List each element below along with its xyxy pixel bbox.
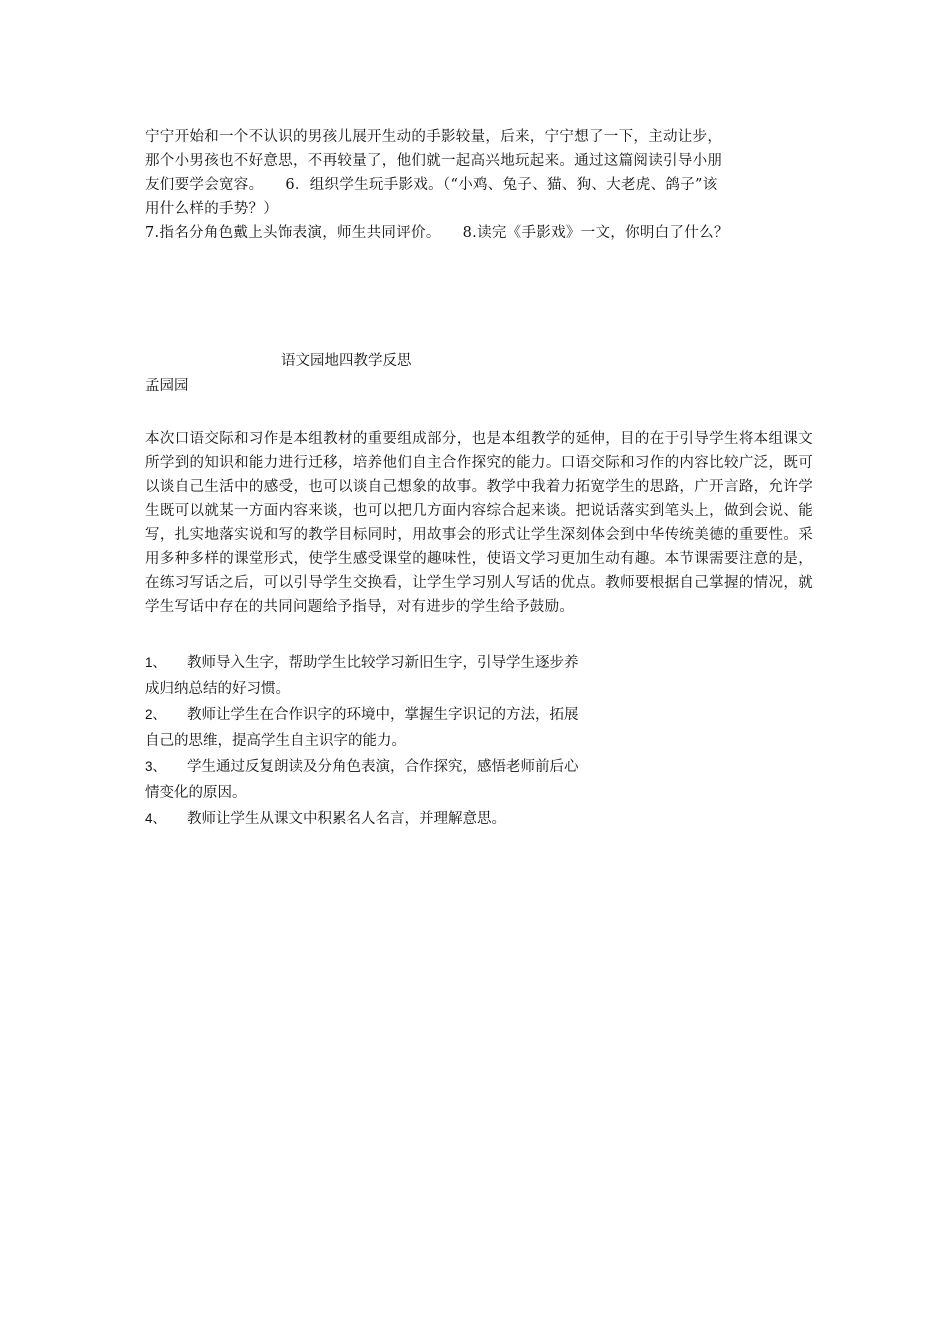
list-item-text: 教师让学生在合作识字的环境中，掌握生字识记的方法，拓展 <box>187 707 579 723</box>
intro-step-6: 6．组织学生玩手影戏。（“小鸡、兔子、猫、狗、大老虎、鸽子”该 <box>285 177 718 193</box>
list-item-number: 4、 <box>145 811 167 826</box>
list-item-number: 1、 <box>145 655 167 670</box>
reflection-paragraph <box>145 427 813 619</box>
intro-step-8: 8.读完《手影戏》一文，你明白了什么？ <box>462 225 729 241</box>
intro-segment: 友们要学会宽容。 <box>145 177 264 193</box>
intro-line <box>145 173 813 197</box>
intro-line: 宁宁开始和一个不认识的男孩儿展开生动的手影较量，后来，宁宁想了一下，主动让步， <box>145 129 723 145</box>
reflection-title: 语文园地四教学反思 <box>281 353 412 369</box>
list-item-continuation: 自己的思维，提高学生自主识字的能力。 <box>145 732 406 749</box>
list-item-number: 2、 <box>145 707 167 722</box>
intro-step-7: 7.指名分角色戴上头饰表演，师生共同评价。 <box>145 225 441 241</box>
list-item-number: 3、 <box>145 759 167 774</box>
intro-line: 那个小男孩也不好意思，不再较量了，他们就一起高兴地玩起来。通过这篇阅读引导小朋 <box>145 153 723 169</box>
reflection-author: 孟园园 <box>145 378 189 394</box>
list-item-text: 学生通过反复朗读及分角色表演，合作探究，感悟老师前后心 <box>187 759 579 775</box>
list-item-text: 教师导入生字，帮助学生比较学习新旧生字，引导学生逐步养 <box>187 655 579 671</box>
intro-line: 用什么样的手势？） <box>145 201 279 217</box>
list-item-text: 教师让学生从课文中积累名人名言，并理解意思。 <box>187 811 506 827</box>
list-item <box>145 754 665 806</box>
intro-line <box>145 221 813 245</box>
list-item-continuation: 情变化的原因。 <box>145 784 247 801</box>
reflection-list <box>145 650 665 833</box>
intro-text <box>145 125 813 245</box>
list-item <box>145 702 665 754</box>
reflection-body: 本次口语交际和习作是本组教材的重要组成部分，也是本组教学的延伸，目的在于引导学生将本组课文所学到的知识和能力进行迁移，培养他们自主合作探究的能力。口语交际和习作的内容比较广泛，既可以谈自己生活中的感受，也可以谈自己想象的故事。教学中我着力拓宽学生的思路，广开言路，允许学生既可以就某一方面内容来谈，也可以把几方面内容综合起来谈。把说话落实到笔头上，做到会说、能写，扎实地落实说和写的教学目标同时，用故事会的形式让学生深刻体会到中华传统美德的重要性。采用多种多样的课堂形式，使学生感受课堂的趣味性，使语文学习更加生动有趣。本节课需要注意的是，在练习写话之后，可以引导学生交换看，让学生学习别人写话的优点。教师要根据自己掌握的情况，就学生写话中存在的共同问题给予指导，对有进步的学生给予鼓励。 <box>145 431 813 615</box>
list-item-continuation: 成归纳总结的好习惯。 <box>145 680 290 697</box>
list-item <box>145 806 665 833</box>
list-item <box>145 650 665 702</box>
